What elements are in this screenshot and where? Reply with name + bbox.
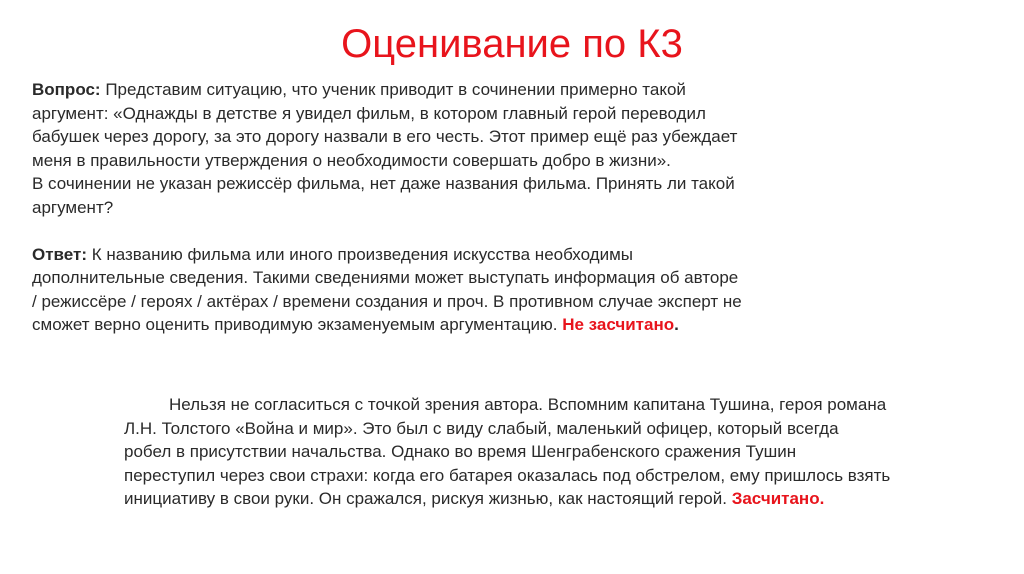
question-line: бабушек через дорогу, за это дорогу назвали в его честь. Этот пример ещё раз убеждает	[32, 127, 738, 146]
answer-line: / режиссёре / героях / актёрах / времени создания и проч. В противном случае эксперт не	[32, 291, 742, 311]
answer-paragraph	[32, 243, 852, 337]
example-line: Нельзя не согласиться с точкой зрения автора. Вспомним капитана Тушина, героя романа	[169, 395, 887, 414]
question-paragraph	[32, 78, 852, 219]
question-label: Вопрос:	[32, 80, 101, 99]
answer-line: сможет верно оценить приводимую экзаменуемым аргументацию.	[32, 315, 563, 334]
answer-line: К названию фильма или иного произведения искусства необходимы	[87, 244, 633, 264]
example-verdict: Засчитано.	[731, 489, 825, 508]
question-answer-block	[32, 78, 852, 337]
question-line: Представим ситуацию, что ученик приводит в сочинении примерно такой	[100, 80, 686, 99]
example-paragraph	[124, 393, 1004, 511]
answer-label: Ответ:	[32, 244, 87, 264]
example-block	[124, 393, 1004, 511]
example-line: Л.Н. Толстого «Война и мир». Это был с виду слабый, маленький офицер, который всегда	[124, 418, 839, 438]
example-line: переступил через свои страхи: когда его батарея оказалась под обстрелом, ему пришлось взять	[124, 465, 891, 485]
answer-verdict: Не засчитано	[562, 315, 675, 334]
question-line: меня в правильности утверждения о необходимости совершать добро в жизни».	[32, 150, 671, 170]
slide-title: Оценивание по К3	[341, 22, 683, 66]
question-line: аргумент: «Однажды в детстве я увидел фильм, в котором главный герой переводил	[32, 103, 706, 123]
question-line: аргумент?	[32, 197, 114, 217]
question-line: В сочинении не указан режиссёр фильма, нет даже названия фильма. Принять ли такой	[32, 174, 735, 193]
example-line: инициативу в свои руки. Он сражался, рискуя жизнью, как настоящий герой.	[124, 489, 732, 508]
example-line: робел в присутствии начальства. Однако во время Шенграбенского сражения Тушин	[124, 442, 797, 461]
answer-verdict-period: .	[674, 315, 679, 334]
answer-line: дополнительные сведения. Такими сведениями может выступать информация об авторе	[32, 268, 739, 287]
